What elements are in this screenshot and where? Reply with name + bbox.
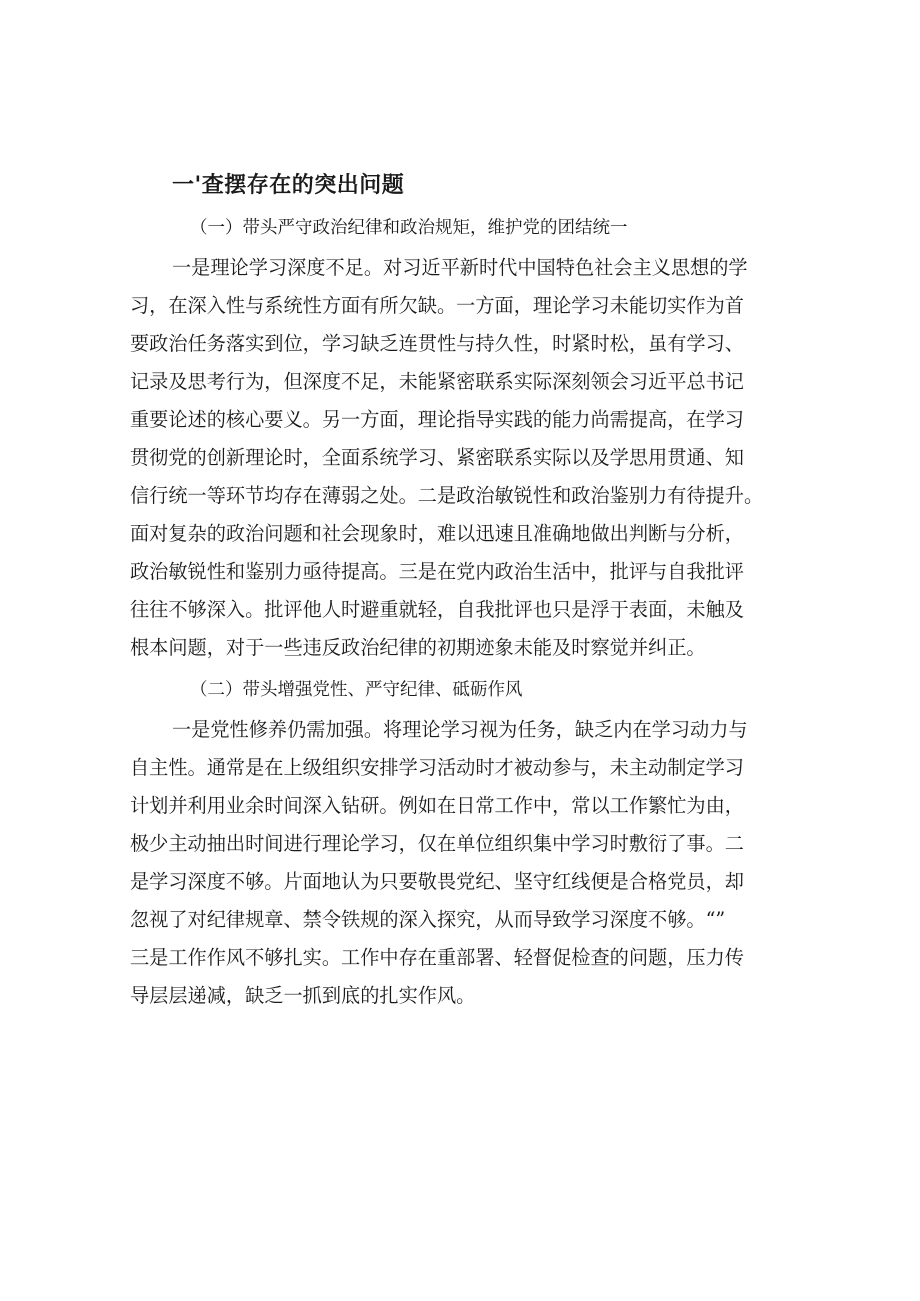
paragraph-line: 重要论述的核心要义。另一方面，理论指导实践的能力尚需提高，在学习	[130, 408, 744, 431]
paragraph-line: 信行统一等环节均存在薄弱之处。二是政治敏锐性和政治鉴别力有待提升。	[130, 484, 764, 507]
paragraph-line: 习，在深入性与系统性方面有所欠缺。一方面，理论学习未能切实作为首	[130, 294, 744, 317]
paragraph-line: 一是党性修养仍需加强。将理论学习视为任务，缺乏内在学习动力与	[172, 718, 748, 741]
paragraph-line: 忽视了对纪律规章、禁令铁规的深入探究，从而导致学习深度不够。“”	[130, 908, 726, 931]
paragraph-line: 极少主动抽出时间进行理论学习，仅在单位组织集中学习时敷衍了事。二	[130, 832, 744, 855]
paragraph-line: 记录及思考行为，但深度不足，未能紧密联系实际深刻领会习近平总书记	[130, 370, 744, 393]
section-heading: 一'查摆存在的突出问题	[172, 173, 405, 198]
paragraph-line: 导层层递减，缺乏一抓到底的扎实作风。	[130, 984, 476, 1007]
paragraph-line: 一是理论学习深度不足。对习近平新时代中国特色社会主义思想的学	[172, 256, 748, 279]
paragraph-line: 是学习深度不够。片面地认为只要敬畏党纪、坚守红线便是合格党员，却	[130, 870, 744, 893]
paragraph-line: 政治敏锐性和鉴别力亟待提高。三是在党内政治生活中，批评与自我批评	[130, 560, 744, 583]
paragraph-line: 计划并利用业余时间深入钻研。例如在日常工作中，常以工作繁忙为由，	[130, 794, 744, 817]
paragraph-line: 往往不够深入。批评他人时避重就轻，自我批评也只是浮于表面，未触及	[130, 598, 744, 621]
subsection-heading-1: （一）带头严守政治纪律和政治规矩，维护党的团结统一	[190, 218, 628, 238]
paragraph-line: 三是工作作风不够扎实。工作中存在重部署、轻督促检查的问题，压力传	[130, 946, 744, 969]
paragraph-line: 根本问题，对于一些违反政治纪律的初期迹象未能及时察觉并纠正。	[130, 636, 706, 659]
paragraph-line: 要政治任务落实到位，学习缺乏连贯性与持久性，时紧时松，虽有学习、	[130, 332, 744, 355]
subsection-heading-2: （二）带头增强党性、严守纪律、砥砺作风	[190, 680, 523, 700]
paragraph-line: 贯彻党的创新理论时，全面系统学习、紧密联系实际以及学思用贯通、知	[130, 446, 744, 469]
paragraph-line: 自主性。通常是在上级组织安排学习活动时才被动参与，未主动制定学习	[130, 756, 744, 779]
paragraph-line: 面对复杂的政治问题和社会现象时，难以迅速且准确地做出判断与分析，	[130, 522, 744, 545]
